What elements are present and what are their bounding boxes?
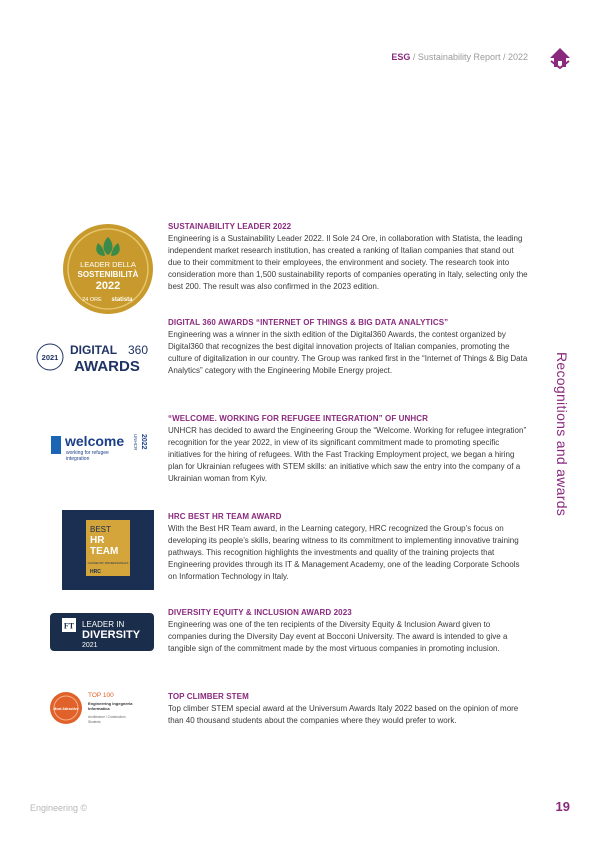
- leader-brand2: statista: [111, 297, 133, 303]
- side-title: Recognitions and awards: [554, 352, 570, 517]
- section-top-climber: [168, 692, 528, 727]
- section-diversity-award: [168, 608, 528, 655]
- hrc-hr: HR: [90, 535, 105, 546]
- hrc-best: BEST: [90, 525, 111, 534]
- section-title: DIVERSITY EQUITY & INCLUSION AWARD 2023: [168, 608, 352, 617]
- section-text: Top climber STEM special award at the Universum Awards Italy 2022 based on the opinion of more than 40 thousand students about the companies where they would prefer to work.: [168, 704, 519, 725]
- unhcr-welcome-badge: [50, 430, 154, 462]
- universum-l1: Engineering Ingegneria: [88, 701, 133, 706]
- universum-sub2: Students: [88, 720, 101, 724]
- section-title: DIGITAL 360 AWARDS “INTERNET OF THINGS & BIG DATA ANALYTICS”: [168, 318, 449, 327]
- hrc-team: TEAM: [90, 546, 119, 557]
- hrc-best-hr-team-badge: [62, 510, 154, 590]
- section-text: Engineering was a winner in the sixth edition of the Digital360 Awards, the contest organized by Digital360 that recognizes the best digital innovation projects of Italian companies, promoting the culture of digitalization in our country. The Group was ranked first in the “Internet of Things & Big Data Analytics” category with the Engineering Mobile Energy project.: [168, 330, 528, 375]
- section-title: SUSTAINABILITY LEADER 2022: [168, 222, 292, 231]
- welcome-word: welcome: [65, 433, 125, 449]
- section-text: Engineering is a Sustainability Leader 2022. Il Sole 24 Ore, in collaboration with Statista, the leading independent market research institution, has created a ranking of Italian companies that stand out due to their commitment to their employees, the environment and society. The research took into consideration more than 1,500 sustainability reports of companies operating in Italy, selecting only the best 200. The result was also confirmed in the 2023 edition.: [168, 234, 528, 291]
- leader-brand1: 24 ORE: [82, 297, 102, 303]
- welcome-sub2: integration: [66, 456, 90, 462]
- diversity-l1: LEADER IN: [82, 620, 125, 629]
- universum-medal: Most Attractive: [53, 707, 79, 711]
- welcome-side: UNHCR: [133, 434, 138, 451]
- universum-top100-badge: [48, 688, 154, 728]
- leader-line1: LEADER DELLA: [80, 260, 136, 269]
- section-text: With the Best HR Team award, in the Learning category, HRC recognized the Group’s focus on developing its people’s skills, bearing witness to its commitment to implementing innovative training pathways. This recognition highlights the investments and quality of the training projects that Engineering provides through its IT & Management Academy, one of the leading Corporate Schools on Information Technology in Italy.: [168, 524, 520, 581]
- header-esg: ESG: [391, 52, 411, 62]
- diversity-l2: DIVERSITY: [82, 629, 141, 641]
- section-title: “WELCOME. WORKING FOR REFUGEE INTEGRATION” OF UNHCR: [168, 414, 429, 423]
- page-number: 19: [555, 799, 570, 814]
- section-title: TOP CLIMBER STEM: [168, 692, 249, 701]
- leader-line2: SOSTENIBILITÀ: [77, 270, 139, 279]
- welcome-sub1: working for refugee: [66, 450, 109, 456]
- universum-top: TOP 100: [88, 692, 114, 699]
- section-text: UNHCR has decided to award the Engineering Group the “Welcome. Working for refugee integration” recognition for the year 2022, in view of its significant commitment made to promoting specific initiatives for the hiring of refugees. With the Fast Tracking Employment project, we began a hiring plan for Ukrainian refugees with STEM skills: an initiative which saw the entry into the company of a Ukrainian woman from Kyiv.: [168, 426, 527, 483]
- hrc-cat: CHOSEN BY PROFESSIONALS: [87, 561, 129, 565]
- hrc-brand: HRC: [90, 569, 101, 575]
- engineering-logo-icon: [548, 47, 572, 71]
- digital360-word1: DIGITAL: [70, 343, 118, 357]
- digital360-badge: [36, 340, 154, 374]
- section-unhcr-welcome: [168, 414, 528, 485]
- section-title: HRC BEST HR TEAM AWARD: [168, 512, 282, 521]
- page-header: [391, 52, 528, 62]
- section-text: Engineering was one of the ten recipients of the Diversity Equity & Inclusion Award given to companies during the Diversity Day event at Bocconi University. The award is intended to give a tangible sign of the commitment made by the most virtuous companies in promoting inclusion.: [168, 620, 508, 653]
- section-digital360: [168, 318, 528, 377]
- universum-sub1: Architecture / Construction: [88, 715, 126, 719]
- universum-l2: Informatica: [88, 706, 110, 711]
- section-hrc-award: [168, 512, 528, 583]
- diversity-year: 2021: [82, 642, 98, 649]
- section-sustainability-leader: [168, 222, 528, 293]
- sustainability-leader-badge: [62, 223, 154, 315]
- header-rest: / Sustainability Report / 2022: [412, 52, 528, 62]
- welcome-year: 2022: [140, 434, 147, 450]
- digital360-year: 2021: [41, 353, 59, 362]
- ft-diversity-badge: [50, 613, 154, 651]
- leader-year: 2022: [95, 280, 121, 292]
- footer-brand: Engineering ©: [30, 803, 88, 813]
- digital360-word2: AWARDS: [74, 358, 140, 374]
- ft-logo: FT: [63, 621, 75, 631]
- digital360-num: 360: [128, 343, 149, 357]
